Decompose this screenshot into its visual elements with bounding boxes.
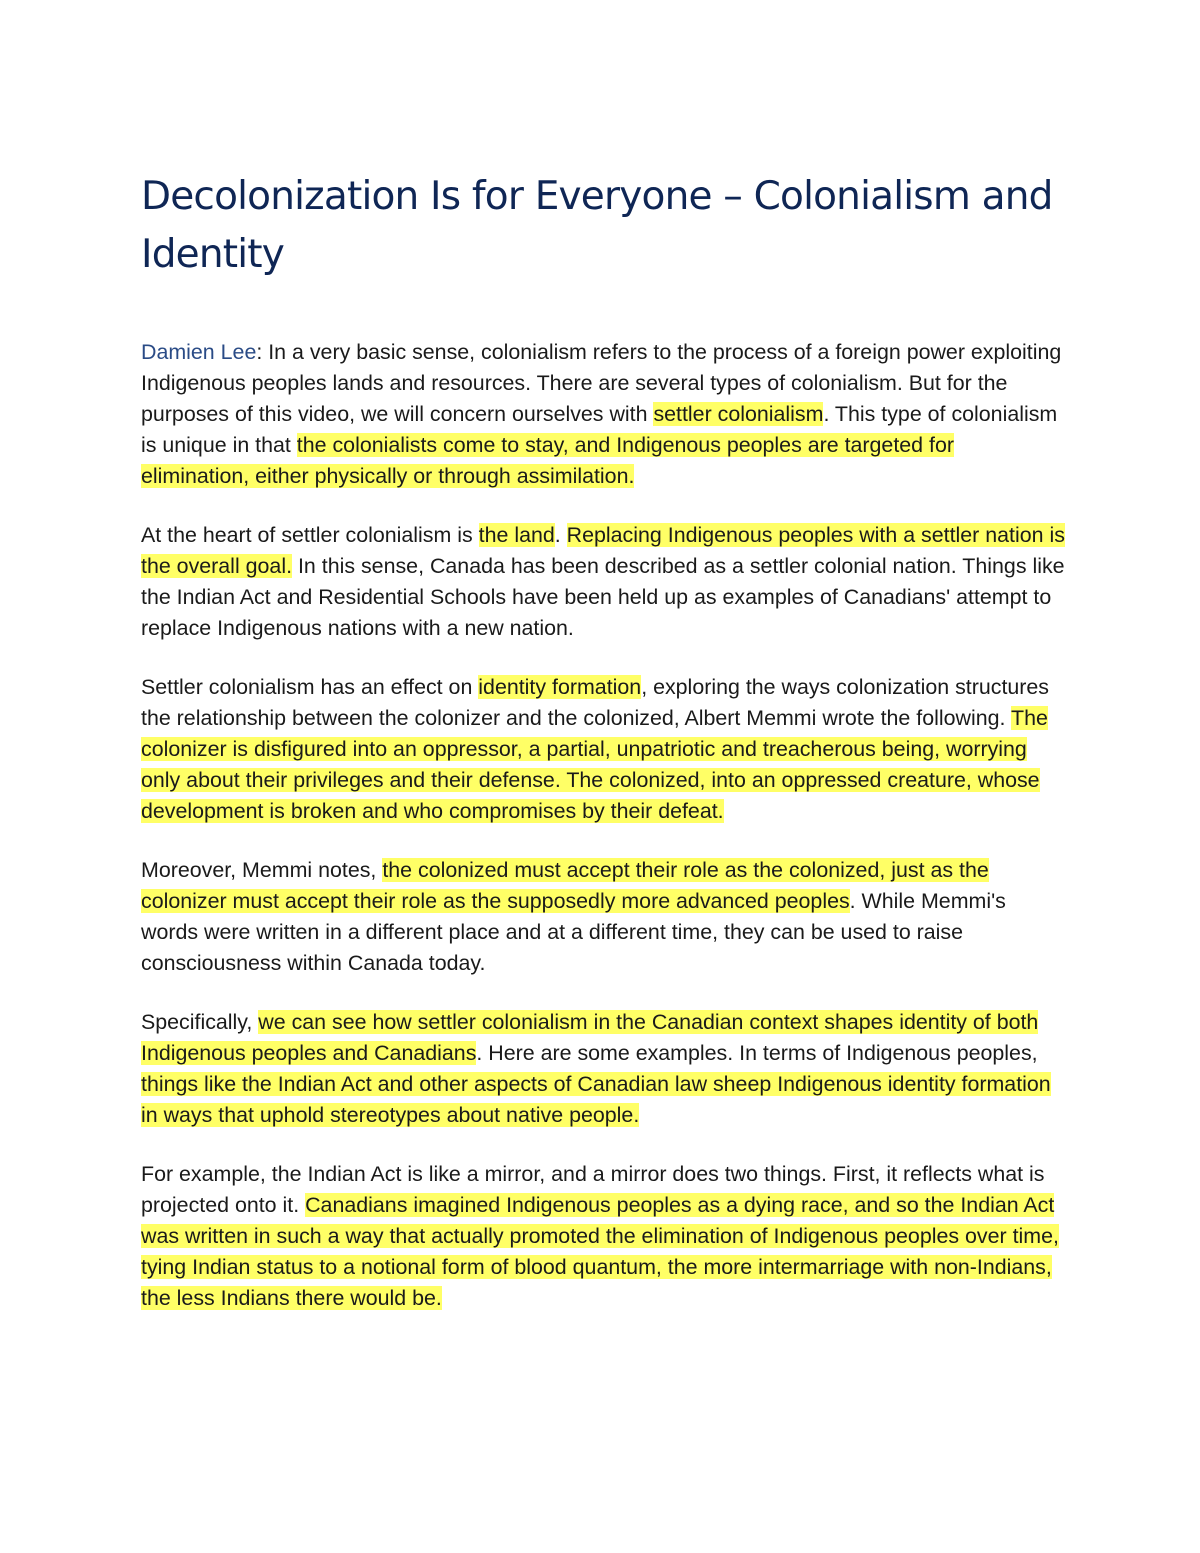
highlighted-text: the colonized must accept their role as the colonized, just as the colonizer must accept their role as the supposedly more advanced peoples [141,858,989,913]
highlighted-text: identity formation [478,675,642,699]
text-segment: : In a very basic sense, colonialism refers to the process of a foreign power exploiting Indigenous peoples lands and resources. There are several types of colonialism. But for the purposes of this video, we will concern ourselves with [141,340,1062,426]
text-segment: . [554,523,567,547]
paragraph-1 [141,337,1066,492]
document-body [141,337,1066,1342]
highlighted-text: Canadians imagined Indigenous peoples as a dying race, and so the Indian Act was written in such a way that actually promoted the elimination of Indigenous peoples over time, tying Indian status to a notional form of blood quantum, the more intermarriage with non-Indians, the less Indians there would be. [141,1193,1059,1310]
text-segment: At the heart of settler colonialism is [141,523,479,547]
paragraph-4 [141,855,1066,979]
text-segment: , exploring the ways colonization structures the relationship between the colonizer and the colonized, Albert Memmi wrote the following. [141,675,1049,730]
highlighted-text: the colonialists come to stay, and Indigenous peoples are targeted for elimination, either physically or through assimilation. [141,433,954,488]
text-segment: Specifically, [141,1010,259,1034]
text-segment: . Here are some examples. In terms of Indigenous peoples, [476,1041,1038,1065]
highlighted-text: settler colonialism [653,402,824,426]
paragraph-5 [141,1007,1066,1131]
paragraph-3 [141,672,1066,827]
text-segment: Moreover, Memmi notes, [141,858,383,882]
paragraph-2 [141,520,1066,644]
highlighted-text: things like the Indian Act and other aspects of Canadian law sheep Indigenous identity formation in ways that uphold stereotypes about native people. [141,1072,1051,1127]
text-segment: . This type of colonialism is unique in that [141,402,1058,457]
text-segment: Settler colonialism has an effect on [141,675,479,699]
text-segment: For example, the Indian Act is like a mirror, and a mirror does two things. First, it reflects what is projected onto it. [141,1162,1045,1217]
paragraph-6 [141,1159,1066,1314]
highlighted-text: we can see how settler colonialism in the Canadian context shapes identity of both Indigenous peoples and Canadians [141,1010,1039,1065]
highlighted-text: Replacing Indigenous peoples with a settler nation is the overall goal. [141,523,1065,578]
highlighted-text: the land [478,523,555,547]
highlighted-text: The colonizer is disfigured into an oppressor, a partial, unpatriotic and treacherous being, worrying only about their privileges and their defense. The colonized, into an oppressed creature, whose development is broken and who compromises by their defeat. [141,706,1048,823]
document-title: Decolonization Is for Everyone – Colonialism and Identity [141,174,1053,277]
text-segment: In this sense, Canada has been described as a settler colonial nation. Things like the Indian Act and Residential Schools have been held up as examples of Canadians' attempt to replace Indigenous nations with a new nation. [141,554,1065,640]
text-segment: . While Memmi's words were written in a different place and at a different time, they can be used to raise consciousness within Canada today. [141,889,1006,975]
speaker-name: Damien Lee [141,340,257,364]
